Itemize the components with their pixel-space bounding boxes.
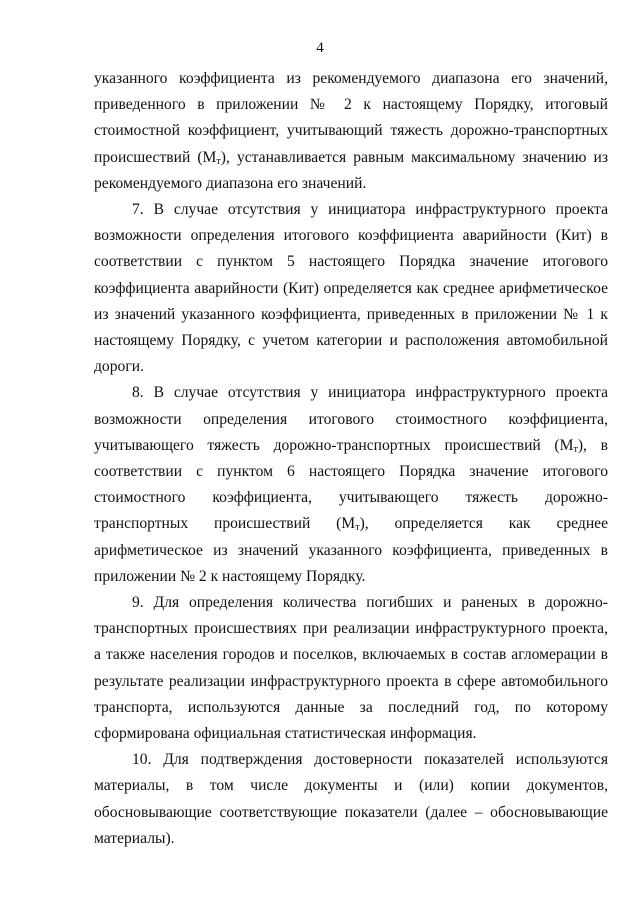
paragraph-item-7: 7. В случае отсутствия у инициатора инфраструктурного проекта возможности определения итогового коэффициента аварийности (Кит) в соответствии с пунктом 5 настоящего Порядка значение итогового коэффициента аварийности (Кит) определяется как среднее арифметическое из значений указанного коэффициента, приведенных в приложении № 1 к настоящему Порядку, с учетом категории и расположения автомобильной дороги. (94, 201, 608, 376)
page-number: 4 (316, 40, 324, 56)
paragraph-continuation: указанного коэффициента из рекомендуемого диапазона его значений, приведенного в приложении № 2 к настоящему Порядку, итоговый стоимостной коэффициент, учитывающий тяжесть дорожно-транспортных происшествий $(М_т)$, устанавливается равным максимальному значению из рекомендуемого диапазона его значений. (94, 70, 608, 192)
paragraph-item-9: 9. Для определения количества погибших и раненых в дорожно-транспортных происшествиях при реализации инфраструктурного проекта, а также населения городов и поселков, включаемых в состав агломерации в результате реализации инфраструктурного проекта в сфере автомобильного транспорта, используются данные за последний год, по которому сформирована официальная статистическая информация. (94, 594, 608, 743)
paragraph-item-10: 10. Для подтверждения достоверности показателей используются материалы, в том числе документы и (или) копии документов, обосновывающие соответствующие показатели (далее – обосновывающие материалы). (94, 751, 608, 847)
paragraph-item-8: 8. В случае отсутствия у инициатора инфраструктурного проекта возможности определения итогового стоимостного коэффициента, учитывающего тяжесть дорожно-транспортных происшествий $(М_т)$, в соответствии с пунктом 6 настоящего Порядка значение итогового стоимостного коэффициента, учитывающего тяжесть дорожно-транспортных происшествий $(М_т)$, определяется как среднее арифметическое из значений указанного коэффициента, приведенных в приложении № 2 к настоящему Порядку. (94, 384, 609, 585)
body-text (94, 66, 608, 852)
